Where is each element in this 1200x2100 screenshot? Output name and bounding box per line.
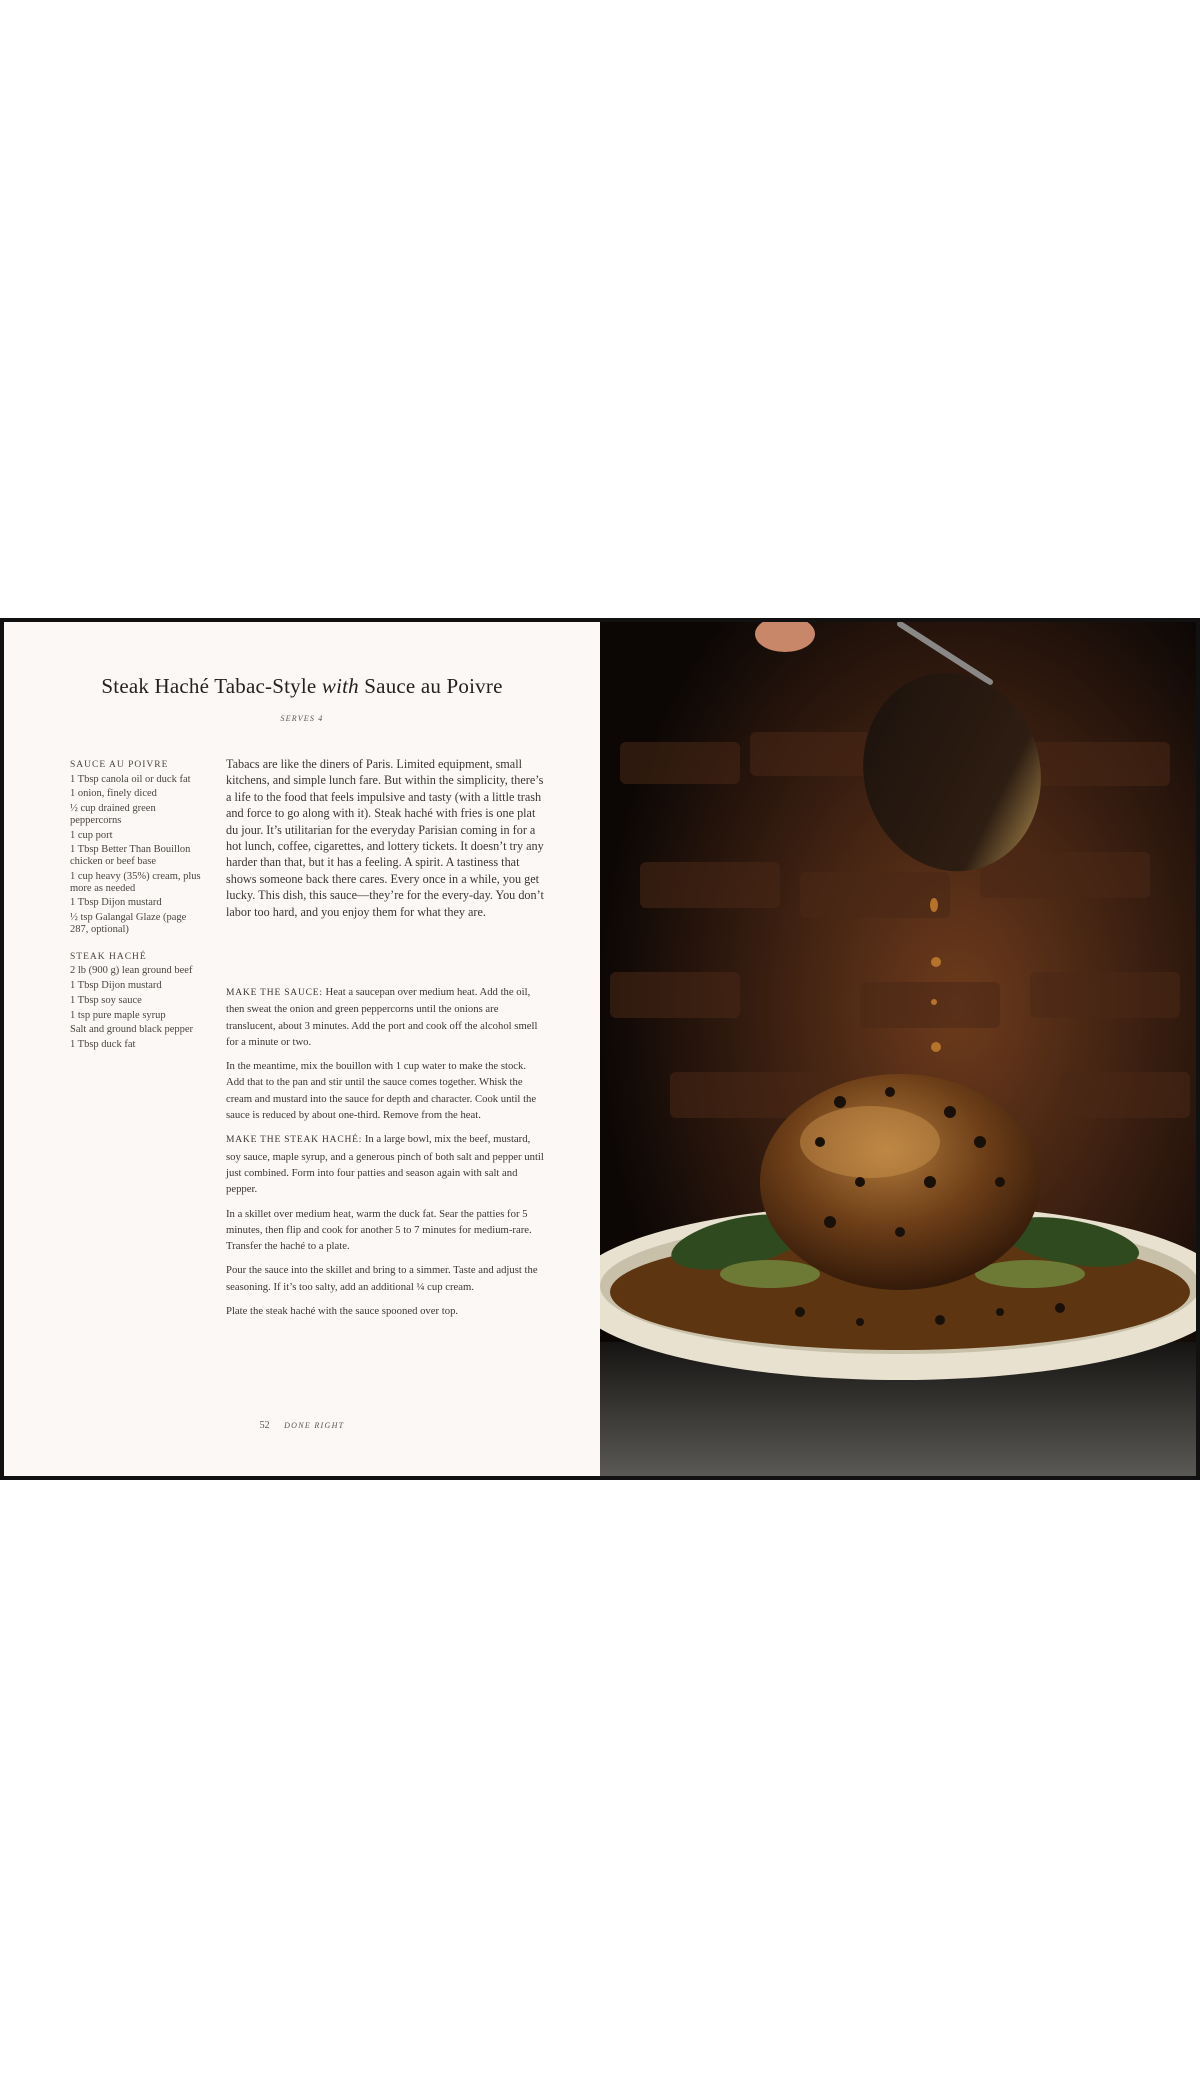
ingredient-item: 1 Tbsp Dijon mustard <box>70 980 162 991</box>
step-steak <box>226 1131 546 1197</box>
step-skillet: In a skillet over medium heat, warm the duck fat. Sear the patties for 5 minutes, then flip and cook for another 5 to 7 minutes for medium-rare. Transfer the haché to a plate. <box>226 1207 532 1253</box>
steak-ingredients <box>70 952 206 1051</box>
ingredient-item: 1 Tbsp Better Than Bouillon chicken or beef base <box>70 844 191 868</box>
food-photo <box>600 622 1196 1476</box>
ingredient-item: ½ tsp Galangal Glaze (page 287, optional) <box>70 912 187 935</box>
ingredient-item: 1 cup heavy (35%) cream, plus more as needed <box>70 870 201 894</box>
ingredient-item: 1 onion, finely diced <box>70 788 157 800</box>
ingredient-item: 1 cup port <box>70 829 113 841</box>
ingredient-item: 2 lb (900 g) lean ground beef <box>70 965 193 977</box>
ingredient-item: Salt and ground black pepper <box>70 1024 194 1036</box>
ingredient-heading: STEAK HACHÉ <box>70 951 147 962</box>
recipe-page <box>4 622 600 1476</box>
step-text: In a large bowl, mix the beef, mustard, soy sauce, maple syrup, and a generous pinch of both salt and pepper until just combined. Form into four patties and season again with salt and pepper. <box>226 1133 544 1196</box>
method-steps <box>226 984 546 1327</box>
recipe-title: Steak Haché Tabac-Style with Sauce au Poivre <box>101 674 503 698</box>
book-title: DONE RIGHT <box>284 1421 345 1430</box>
intro-text: Tabacs are like the diners of Paris. Limited equipment, small kitchens, and simple lunch fare. But within the simplicity, there’s a life to the food that feels impulsive and tasty (with a little trash and force to go along with it). Steak haché with fries is one plat du jour. It’s utilitarian for the everyday Parisian coming in for a hot lunch, coffee, cigarettes, and lottery tickets. It doesn’t try any harder than that, but it has a feeling. A spirit. A tastiness that shows someone back there cares. Every once in a while, you get lucky. This dish, this sauce—they’re for the every-day. You don’t labor too hard, and you enjoy them for what they are. <box>226 757 544 919</box>
ingredients-list <box>70 760 206 1067</box>
step-bouillon: In the meantime, mix the bouillon with 1 cup water to make the stock. Add that to the pan and stir until the sauce comes together. Whisk the cream and mustard into the sauce for depth and character. Cook until the sauce is reduced by about one-third. Remove from the heat. <box>226 1060 537 1122</box>
sauce-ingredients <box>70 760 206 936</box>
ingredient-item: 1 Tbsp soy sauce <box>70 994 142 1006</box>
ingredient-item: 1 Tbsp canola oil or duck fat <box>70 773 191 785</box>
ingredient-item: 1 Tbsp duck fat <box>70 1039 136 1050</box>
ingredient-item: 1 Tbsp Dijon mustard <box>70 897 162 909</box>
intro-paragraph <box>226 756 546 928</box>
step-pour: Pour the sauce into the skillet and bring to a simmer. Taste and adjust the seasoning. If it’s too salty, add an additional ¼ cup cream. <box>226 1264 538 1293</box>
step-label: MAKE THE SAUCE: <box>226 988 323 998</box>
ingredient-heading: SAUCE AU POIVRE <box>70 760 169 770</box>
serves-label: SERVES 4 <box>280 714 324 723</box>
ingredient-item: ½ cup drained green peppercorns <box>70 803 156 826</box>
step-label: MAKE THE STEAK HACHÉ: <box>226 1135 363 1146</box>
step-sauce <box>226 984 546 1050</box>
steak-photo-illustration <box>600 622 1196 1476</box>
book-spread <box>0 618 1200 1480</box>
ingredient-item: 1 tsp pure maple syrup <box>70 1009 166 1021</box>
step-text: Heat a saucepan over medium heat. Add the oil, then sweat the onion and green peppercorns until the onions are translucent, about 3 minutes. Add the port and cook off the alcohol smell for a minute or two. <box>226 986 538 1048</box>
step-plate: Plate the steak haché with the sauce spooned over top. <box>226 1305 459 1318</box>
page-number: 52 <box>259 1420 270 1431</box>
page-footer <box>4 1420 600 1431</box>
